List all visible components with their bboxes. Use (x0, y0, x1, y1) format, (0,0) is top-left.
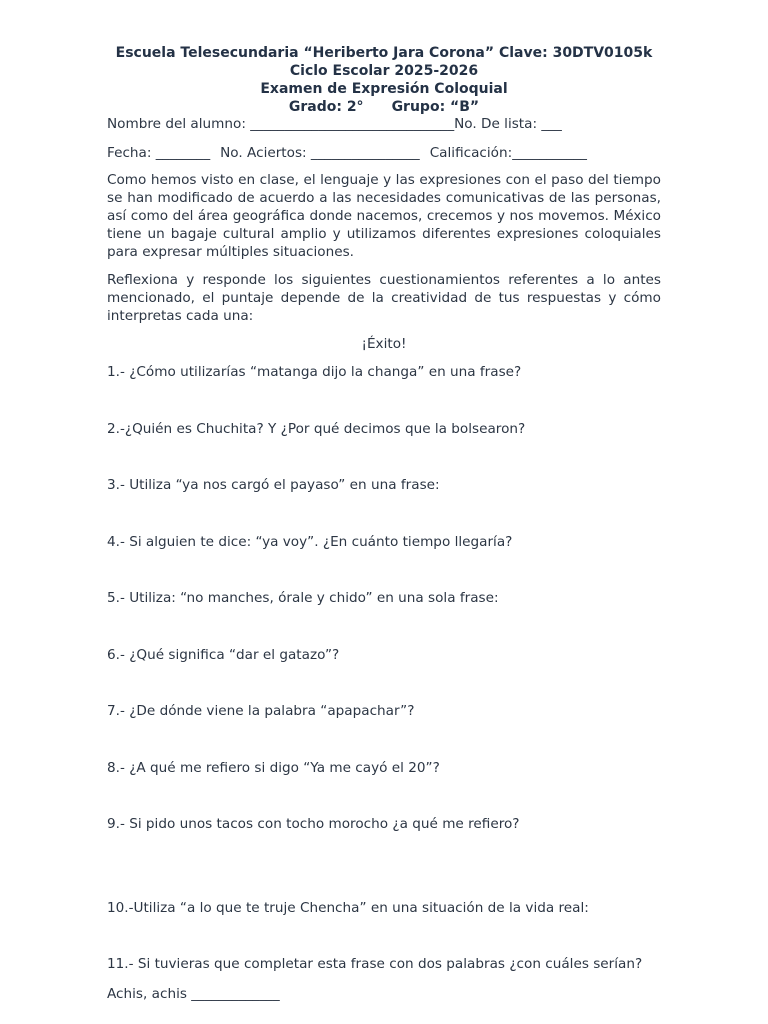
question-2: 2.-¿Quién es Chuchita? Y ¿Por qué decimos que la bolsearon? (107, 421, 526, 437)
hits-field: No. Aciertos: ________________ (220, 145, 420, 161)
grade-group-line (107, 98, 661, 116)
question-4: 4.- Si alguien te dice: “ya voy”. ¿En cuánto tiempo llegaría? (107, 534, 513, 550)
success-message: ¡Éxito! (361, 336, 407, 352)
exam-header (107, 44, 661, 116)
grade-field: Calificación:___________ (429, 145, 587, 161)
question-7: 7.- ¿De dónde viene la palabra “apapachar”? (107, 703, 415, 719)
grade-label: Grado: 2° (288, 99, 364, 115)
question-3: 3.- Utiliza “ya nos cargó el payaso” en una frase: (107, 477, 440, 493)
school-cycle: Ciclo Escolar 2025-2026 (289, 63, 479, 79)
question-5: 5.- Utiliza: “no manches, órale y chido” en una sola frase: (107, 590, 499, 606)
final-phrase-line: Achis, achis _____________ (107, 986, 280, 1002)
question-8: 8.- ¿A qué me refiero si digo “Ya me cayó el 20”? (107, 760, 440, 776)
question-1: 1.- ¿Cómo utilizarías “matanga dijo la changa” en una frase? (107, 364, 522, 380)
instructions-paragraph: Reflexiona y responde los siguientes cuestionamientos referentes a lo antes mencionado, el puntaje depende de la creatividad de tus respuestas y cómo interpretas cada una: (107, 272, 661, 324)
date-hits-grade-line (107, 144, 661, 162)
group-label: Grupo: “B” (391, 99, 480, 115)
question-6: 6.- ¿Qué significa “dar el gatazo”? (107, 647, 340, 663)
intro-paragraph: Como hemos visto en clase, el lenguaje y las expresiones con el paso del tiempo se han modificado de acuerdo a las necesidades comunicativas de las personas, así como del área geográfica donde nacemos, crecemos y nos movemos. México tiene un bagaje cultural amplio y utilizamos diferentes expresiones coloquiales para expresar múltiples situaciones. (107, 172, 661, 260)
student-name-field: Nombre del alumno: ______________________________No. De lista: ___ (107, 116, 562, 132)
question-9: 9.- Si pido unos tacos con tocho morocho ¿a qué me refiero? (107, 816, 520, 832)
exam-title: Examen de Expresión Coloquial (260, 81, 508, 97)
school-name: Escuela Telesecundaria “Heriberto Jara Corona” Clave: 30DTV0105k (115, 45, 653, 61)
question-10: 10.-Utiliza “a lo que te truje Chencha” en una situación de la vida real: (107, 900, 589, 916)
date-field: Fecha: ________ (107, 145, 211, 161)
question-11: 11.- Si tuvieras que completar esta frase con dos palabras ¿con cuáles serían? (107, 956, 643, 972)
